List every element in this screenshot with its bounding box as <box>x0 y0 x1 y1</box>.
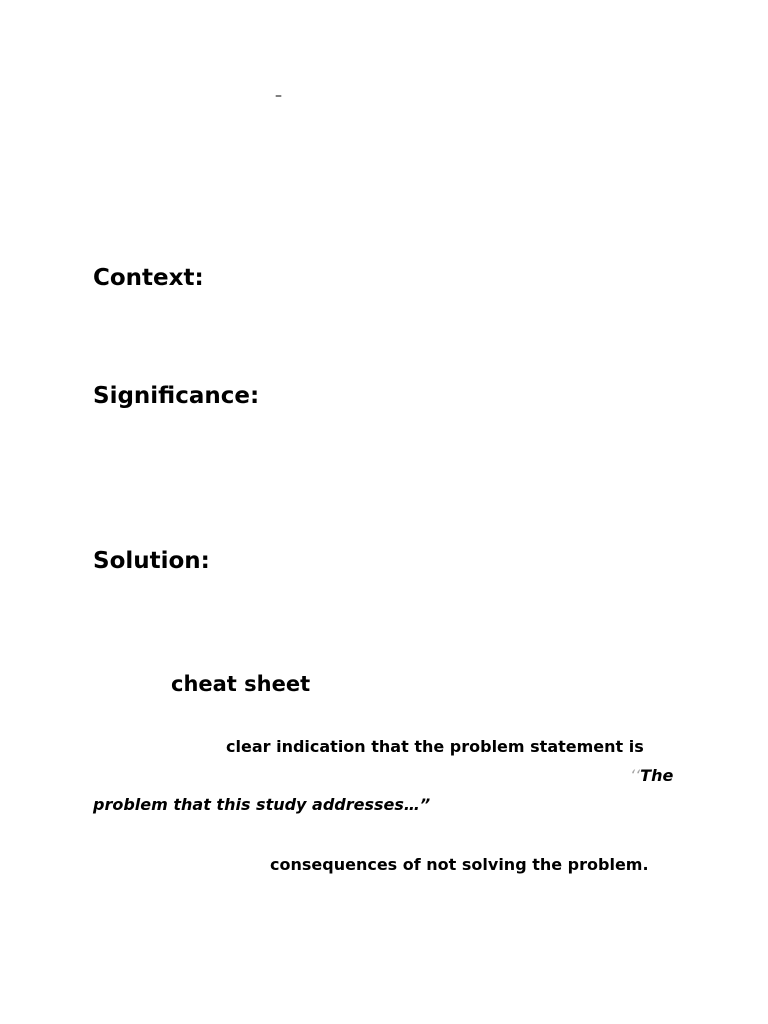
open-quote-mark: ‘‘ <box>630 766 641 785</box>
quote-first-word: The <box>640 766 674 785</box>
consequences-text: consequences of not solving the problem. <box>270 855 649 874</box>
cheat-sheet-heading: cheat sheet <box>171 672 311 696</box>
indication-text: clear indication that the problem statement is <box>226 737 644 756</box>
solution-heading: Solution: <box>93 548 210 574</box>
context-heading: Context: <box>93 265 204 291</box>
quote-opening <box>630 766 673 786</box>
dash-mark: – <box>275 88 282 104</box>
significance-heading: Significance: <box>93 383 260 409</box>
quote-closing-line: problem that this study addresses…” <box>93 795 431 814</box>
